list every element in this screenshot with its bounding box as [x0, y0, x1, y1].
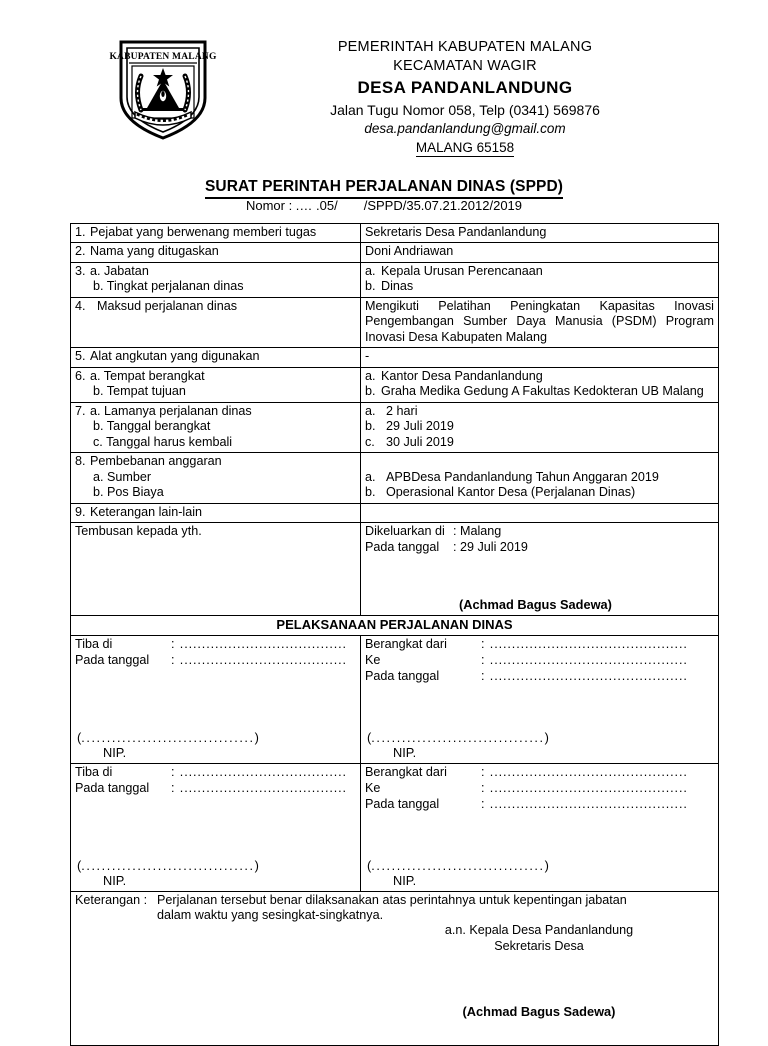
row2-value-cell — [361, 243, 719, 262]
row9-label-cell — [71, 503, 361, 522]
table-row — [71, 615, 719, 635]
log1-arrival-signature — [77, 730, 355, 761]
log1-r-sign-dots: .................................. — [371, 730, 545, 745]
row2-number: 2. — [75, 244, 86, 259]
row7-label-b: b. Tanggal berangkat — [93, 419, 211, 434]
row7-value-c: 30 Juli 2019 — [386, 434, 454, 449]
travel-log-2-departure-cell — [361, 763, 719, 891]
log1-departure-nip: NIP. — [393, 745, 417, 761]
row5-label: Alat angkutan yang digunakan — [90, 349, 260, 364]
row6-label-b: b. Tempat tujuan — [93, 384, 186, 399]
log2-depart-label: Berangkat dari — [365, 764, 447, 779]
district-line: KECAMATAN WAGIR — [393, 57, 537, 74]
log2-sign-open: ( — [77, 857, 82, 873]
row8-value-b: Operasional Kantor Desa (Perjalanan Dinas) — [386, 485, 636, 500]
footer-keterangan-line2: dalam waktu yang sesingkat-singkatnya. — [157, 908, 384, 923]
log1-r-sign-close: ) — [544, 729, 549, 745]
issuance-cell — [361, 523, 719, 616]
row4-number: 4. — [75, 298, 86, 313]
row9-number: 9. — [75, 504, 86, 519]
issued-date-value: : 29 Juli 2019 — [453, 539, 528, 554]
document-title-wrap — [0, 178, 768, 199]
table-row — [71, 348, 719, 367]
log2-depart-date-label: Pada tanggal — [365, 796, 440, 811]
table-row — [71, 891, 719, 1045]
log2-to-label: Ke — [365, 780, 381, 795]
issued-date-label: Pada tanggal — [365, 539, 440, 554]
log1-depart-dots: : ............................................. — [481, 636, 688, 651]
row5-value: - — [365, 349, 370, 364]
row7-value-cell — [361, 402, 719, 452]
row8-label-b: b. Pos Biaya — [93, 485, 164, 500]
row2-value: Doni Andriawan — [365, 244, 454, 259]
log2-arrive-label: Tiba di — [75, 764, 113, 779]
table-row — [71, 402, 719, 452]
row8-label-a: a. Sumber — [93, 469, 152, 484]
footer-keterangan-label: Keterangan : — [75, 892, 148, 907]
log1-to-dots: : ............................................. — [481, 652, 688, 667]
log2-sign-dots: .................................. — [81, 858, 255, 873]
issued-place-value: : Malang — [453, 524, 502, 539]
issued-place-label: Dikeluarkan di — [365, 524, 445, 539]
row7-value-b: 29 Juli 2019 — [386, 419, 454, 434]
table-row — [71, 503, 719, 522]
row2-label: Nama yang ditugaskan — [90, 244, 219, 259]
row6-value-cell — [361, 367, 719, 402]
table-row — [71, 453, 719, 503]
table-row — [71, 635, 719, 763]
log2-arrive-dots: : ...................................... — [171, 764, 347, 779]
row3-value-b-key: b. — [365, 279, 376, 294]
footer-signer-name: (Achmad Bagus Sadewa) — [462, 1003, 616, 1019]
footer-authority-block — [389, 922, 689, 954]
kabupaten-malang-emblem-icon — [107, 32, 219, 144]
table-row — [71, 523, 719, 616]
log2-depart-date-dots: : ............................................. — [481, 796, 688, 811]
log1-sign-close: ) — [254, 729, 259, 745]
row4-label-cell — [71, 297, 361, 347]
log1-arrival-nip: NIP. — [103, 745, 127, 761]
sppd-form-sheet — [70, 223, 718, 1046]
log2-arrive-date-dots: : ...................................... — [171, 780, 347, 795]
document-number — [0, 198, 768, 213]
row4-value-cell — [361, 297, 719, 347]
row1-number: 1. — [75, 225, 86, 239]
log1-arrive-date-label: Pada tanggal — [75, 652, 150, 667]
address-line: Jalan Tugu Nomor 058, Telp (0341) 569876 — [330, 101, 600, 118]
row6-label-a: a. Tempat berangkat — [90, 368, 205, 383]
row5-number: 5. — [75, 349, 86, 364]
row7-value-b-key: b. — [365, 419, 376, 434]
log2-to-dots: : ............................................. — [481, 780, 688, 795]
row7-label-cell — [71, 402, 361, 452]
row4-label: Maksud perjalanan dinas — [97, 298, 238, 313]
log1-depart-label: Berangkat dari — [365, 636, 447, 651]
issuance-signer-name: (Achmad Bagus Sadewa) — [459, 597, 612, 613]
log1-depart-date-dots: : ............................................. — [481, 668, 688, 683]
row6-number: 6. — [75, 368, 86, 383]
row3-label-b: b. Tingkat perjalanan dinas — [93, 279, 244, 294]
log1-arrive-label: Tiba di — [75, 636, 113, 651]
page-title: SURAT PERINTAH PERJALANAN DINAS (SPPD) — [205, 178, 563, 199]
row7-label-c: c. Tanggal harus kembali — [93, 434, 233, 449]
row8-value-cell — [361, 453, 719, 503]
row3-value-b: Dinas — [381, 279, 414, 294]
row4-value: Mengikuti Pelatihan Peningkatan Kapasitas Inovasi Pengembangan Sumber Daya Manusia (PSDM) Program Inovasi Desa Kabupaten Malang — [365, 298, 714, 344]
table-row — [71, 224, 719, 243]
log2-r-sign-close: ) — [544, 857, 549, 873]
sppd-table — [70, 223, 719, 1046]
row6-value-b: Graha Medika Gedung A Fakultas Kedokteran UB Malang — [381, 384, 704, 399]
log1-r-sign-open: ( — [367, 729, 372, 745]
footer-keterangan-line1: Perjalanan tersebut benar dilaksanakan atas perintahnya untuk kepentingan jabatan — [157, 892, 627, 907]
footer-on-behalf-line1: a.n. Kepala Desa Pandanlandung — [444, 922, 634, 937]
table-row — [71, 297, 719, 347]
row7-value-a-key: a. — [365, 403, 376, 418]
row7-number: 7. — [75, 403, 86, 418]
row5-value-cell — [361, 348, 719, 367]
log2-r-sign-open: ( — [367, 857, 372, 873]
footer-keterangan-cell — [71, 891, 719, 1045]
tembusan-label: Tembusan kepada yth. — [75, 524, 202, 539]
row9-value-cell — [361, 503, 719, 522]
log1-arrive-date-dots: : ...................................... — [171, 652, 347, 667]
row1-label: Pejabat yang berwenang memberi tugas — [90, 225, 317, 239]
table-row — [71, 243, 719, 262]
row7-value-a: 2 hari — [386, 403, 418, 418]
row3-label-cell — [71, 262, 361, 297]
tembusan-cell — [71, 523, 361, 616]
row8-value-a: APBDesa Pandanlandung Tahun Anggaran 2019 — [386, 469, 659, 484]
log1-sign-dots: .................................. — [81, 730, 255, 745]
row6-value-a-key: a. — [365, 368, 376, 383]
row3-value-a: Kepala Urusan Perencanaan — [381, 263, 543, 278]
section-banner: PELAKSANAAN PERJALANAN DINAS — [71, 615, 719, 635]
log2-depart-dots: : ............................................. — [481, 764, 688, 779]
log2-departure-signature — [367, 858, 713, 889]
row1-value-cell — [361, 224, 719, 243]
row3-value-cell — [361, 262, 719, 297]
city-postcode-line: MALANG 65158 — [415, 139, 515, 155]
travel-log-2-arrival-cell — [71, 763, 361, 891]
row3-number: 3. — [75, 263, 86, 278]
row8-value-a-key: a. — [365, 469, 376, 484]
log2-arrive-date-label: Pada tanggal — [75, 780, 150, 795]
table-row — [71, 367, 719, 402]
log1-arrive-dots: : ...................................... — [171, 636, 347, 651]
row3-value-a-key: a. — [365, 263, 376, 278]
svg-text:KABUPATEN MALANG: KABUPATEN MALANG — [109, 52, 217, 62]
log2-r-sign-dots: .................................. — [371, 858, 545, 873]
row5-label-cell — [71, 348, 361, 367]
row1-value: Sekretaris Desa Pandanlandung — [365, 225, 547, 239]
log1-to-label: Ke — [365, 652, 381, 667]
govt-line: PEMERINTAH KABUPATEN MALANG — [337, 39, 593, 55]
log1-departure-signature — [367, 730, 713, 761]
row3-label-a: a. Jabatan — [90, 263, 149, 278]
row2-label-cell — [71, 243, 361, 262]
log2-arrival-nip: NIP. — [103, 873, 127, 889]
log2-sign-close: ) — [254, 857, 259, 873]
log1-depart-date-label: Pada tanggal — [365, 668, 440, 683]
log1-sign-open: ( — [77, 729, 82, 745]
row7-label-a: a. Lamanya perjalanan dinas — [90, 403, 252, 418]
row6-value-a: Kantor Desa Pandanlandung — [381, 368, 543, 383]
row6-label-cell — [71, 367, 361, 402]
document-number-prefix: Nomor : .… .05/ — [245, 198, 338, 213]
village-name: DESA PANDANLANDUNG — [357, 77, 573, 97]
log2-arrival-signature — [77, 858, 355, 889]
row8-label: Pembebanan anggaran — [90, 454, 222, 469]
row6-value-b-key: b. — [365, 384, 376, 399]
table-row — [71, 763, 719, 891]
row7-value-c-key: c. — [365, 434, 375, 449]
document-number-suffix: /SPPD/35.07.21.2012/2019 — [363, 198, 523, 213]
travel-log-1-departure-cell — [361, 635, 719, 763]
email-line: desa.pandanlandung@gmail.com — [364, 120, 566, 136]
letterhead — [0, 28, 768, 158]
row8-label-cell — [71, 453, 361, 503]
footer-on-behalf-line2: Sekretaris Desa — [494, 939, 584, 954]
table-row — [71, 262, 719, 297]
row8-value-b-key: b. — [365, 485, 376, 500]
travel-log-1-arrival-cell — [71, 635, 361, 763]
log2-departure-nip: NIP. — [393, 873, 417, 889]
row1-label-cell — [71, 224, 361, 243]
row8-number: 8. — [75, 454, 86, 469]
row9-label: Keterangan lain-lain — [90, 504, 203, 519]
